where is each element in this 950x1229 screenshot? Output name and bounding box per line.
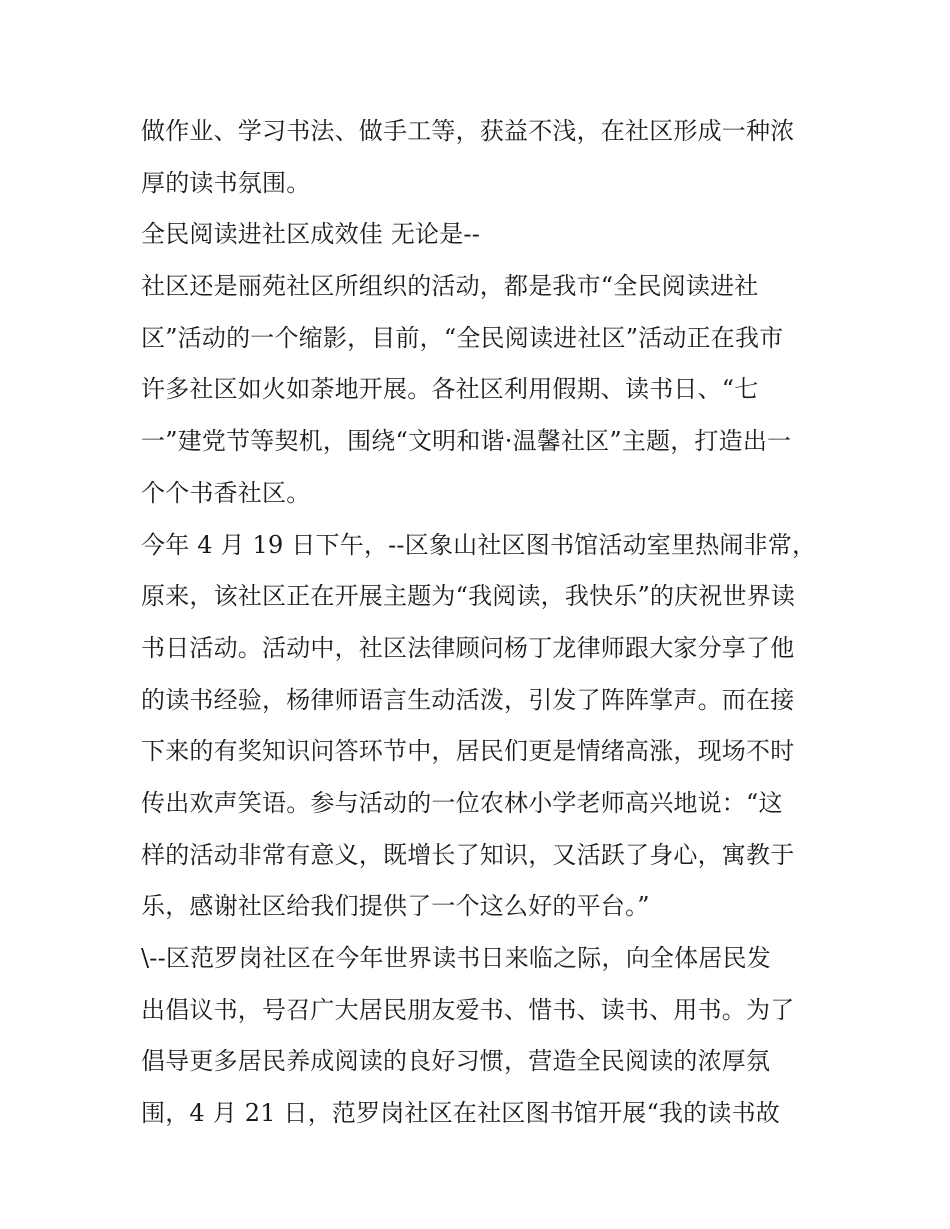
text-line: 区”活动的一个缩影，目前，“全民阅读进社区”活动正在我市 [141, 323, 784, 352]
document-body [141, 106, 821, 1140]
text-line: 今年 4 月 19 日下午，--区象山社区图书馆活动室里热闹非常， [141, 530, 817, 559]
text-line: 厚的读书氛围。 [141, 168, 311, 197]
text-line: 传出欢声笑语。参与活动的一位农林小学老师高兴地说：“这 [141, 788, 783, 817]
text-line: 个个书香社区。 [141, 478, 311, 507]
text-line: 围，4 月 21 日，范罗岗社区在社区图书馆开展“我的读书故 [141, 1099, 780, 1128]
text-line: 倡导更多居民养成阅读的良好习惯，营造全民阅读的浓厚氛 [141, 1047, 771, 1076]
text-line: 社区还是丽苑社区所组织的活动，都是我市“全民阅读进社 [141, 272, 759, 301]
text-line: 样的活动非常有意义，既增长了知识，又活跃了身心，寓教于 [141, 840, 795, 869]
text-line: 全民阅读进社区成效佳 无论是-- [141, 220, 481, 249]
text-line: 原来，该社区正在开展主题为“我阅读，我快乐”的庆祝世界读 [141, 582, 796, 611]
text-line: 乐，感谢社区给我们提供了一个这么好的平台。” [141, 892, 650, 921]
text-line: 做作业、学习书法、做手工等，获益不浅，在社区形成一种浓 [141, 117, 795, 145]
text-line: 许多社区如火如荼地开展。各社区利用假期、读书日、“七 [141, 375, 759, 404]
text-line: 的读书经验，杨律师语言生动活泼，引发了阵阵掌声。而在接 [141, 685, 795, 714]
text-line: 出倡议书，号召广大居民朋友爱书、惜书、读书、用书。为了 [141, 995, 795, 1024]
text-line: 一”建党节等契机，围绕“文明和谐·温馨社区”主题，打造出一 [141, 427, 792, 456]
text-line: 下来的有奖知识问答环节中，居民们更是情绪高涨，现场不时 [141, 737, 795, 766]
text-line: \--区范罗岗社区在今年世界读书日来临之际，向全体居民发 [141, 944, 771, 972]
text-line: 书日活动。活动中，社区法律顾问杨丁龙律师跟大家分享了他 [141, 633, 795, 662]
